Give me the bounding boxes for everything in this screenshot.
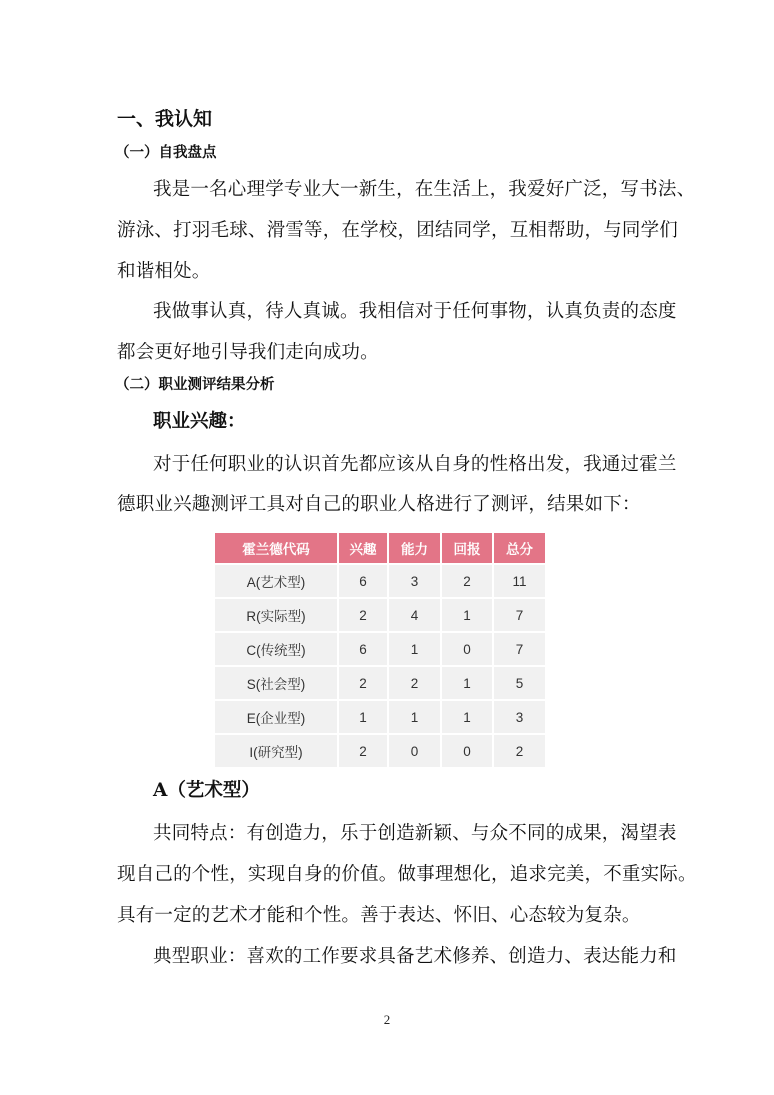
section-heading: 一、我认知	[117, 108, 213, 130]
table-cell: E(企业型)	[215, 701, 337, 733]
table-cell: 1	[339, 701, 387, 733]
table-cell: 3	[494, 701, 545, 733]
paragraph-line: 和谐相处。	[117, 261, 211, 282]
career-interest-heading: 职业兴趣：	[153, 411, 246, 432]
table-cell: 0	[442, 633, 492, 665]
table-cell: S(社会型)	[215, 667, 337, 699]
table-cell: 5	[494, 667, 545, 699]
table-cell: 6	[339, 565, 387, 597]
table-cell: I(研究型)	[215, 735, 337, 767]
table-row	[215, 667, 545, 699]
paragraph-line: 具有一定的艺术才能和个性。善于表达、怀旧、心态较为复杂。	[117, 905, 641, 926]
column-header: 回报	[442, 533, 492, 563]
table-row	[215, 735, 545, 767]
table-cell: 1	[442, 667, 492, 699]
column-header: 能力	[389, 533, 440, 563]
table-cell: 0	[442, 735, 492, 767]
table-cell: 1	[442, 599, 492, 631]
paragraph-line: 德职业兴趣测评工具对自己的职业人格进行了测评，结果如下：	[117, 494, 641, 515]
column-header: 霍兰德代码	[215, 533, 337, 563]
table-cell: 2	[389, 667, 440, 699]
table-cell: C(传统型)	[215, 633, 337, 665]
table-cell: 4	[389, 599, 440, 631]
table-cell: 1	[389, 701, 440, 733]
table-header-row	[215, 533, 545, 563]
column-header: 总分	[494, 533, 545, 563]
table-cell: 2	[339, 599, 387, 631]
paragraph-line: 现自己的个性，实现自身的价值。做事理想化，追求完美，不重实际。	[117, 864, 697, 885]
type-a-letter: A	[153, 780, 168, 801]
table-cell: 7	[494, 633, 545, 665]
holland-results-table	[213, 531, 547, 769]
column-header: 兴趣	[339, 533, 387, 563]
table-row	[215, 633, 545, 665]
table-row	[215, 599, 545, 631]
table-cell: 0	[389, 735, 440, 767]
paragraph-line: 我做事认真，待人真诚。我相信对于任何事物，认真负责的态度	[153, 301, 677, 322]
table-cell: R(实际型)	[215, 599, 337, 631]
type-a-heading	[153, 776, 260, 802]
table-cell: 7	[494, 599, 545, 631]
paragraph-line: 对于任何职业的认识首先都应该从自身的性格出发，我通过霍兰	[153, 454, 677, 475]
subsection-title-self-assessment: （一）自我盘点	[115, 145, 217, 161]
paragraph-line: 我是一名心理学专业大一新生，在生活上，我爱好广泛，写书法、	[153, 179, 696, 200]
table-cell: A(艺术型)	[215, 565, 337, 597]
table-cell: 2	[442, 565, 492, 597]
table-cell: 1	[442, 701, 492, 733]
table-row	[215, 565, 545, 597]
table-row	[215, 701, 545, 733]
paragraph-line: 共同特点：有创造力，乐于创造新颖、与众不同的成果，渴望表	[153, 823, 677, 844]
page-number: 2	[383, 1012, 391, 1027]
table-cell: 2	[494, 735, 545, 767]
type-a-title: （艺术型）	[167, 780, 260, 801]
table-cell: 11	[494, 565, 545, 597]
table-cell: 1	[389, 633, 440, 665]
table-cell: 2	[339, 735, 387, 767]
paragraph-line: 典型职业：喜欢的工作要求具备艺术修养、创造力、表达能力和	[153, 946, 677, 967]
table-cell: 2	[339, 667, 387, 699]
paragraph-line: 都会更好地引导我们走向成功。	[117, 342, 379, 363]
subsection-title-career-test: （二）职业测评结果分析	[115, 377, 275, 393]
table-cell: 3	[389, 565, 440, 597]
table-cell: 6	[339, 633, 387, 665]
paragraph-line: 游泳、打羽毛球、滑雪等，在学校，团结同学，互相帮助，与同学们	[117, 220, 679, 241]
